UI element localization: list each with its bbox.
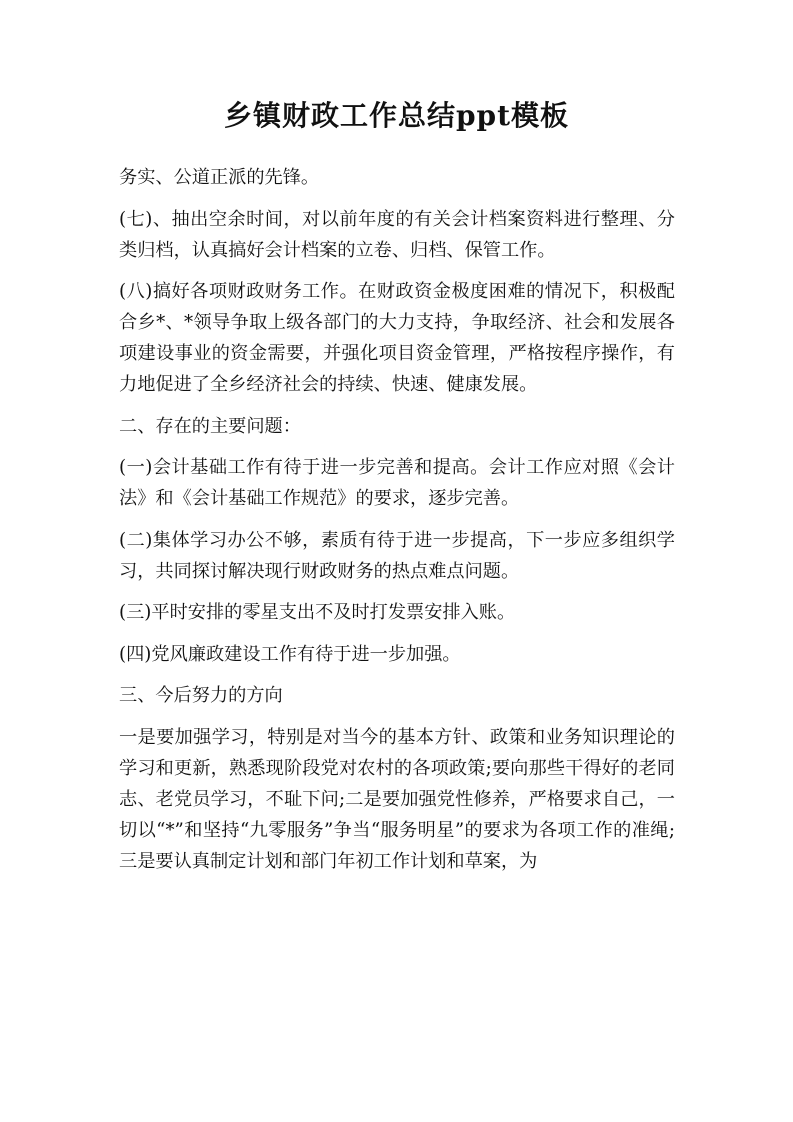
paragraph: (一)会计基础工作有待于进一步完善和提高。会计工作应对照《会计法》和《会计基础工作规范》的要求，逐步完善。	[119, 457, 675, 509]
paragraph: (七)、抽出空余时间，对以前年度的有关会计档案资料进行整理、分类归档，认真搞好会计档案的立卷、归档、保管工作。	[119, 208, 675, 261]
paragraph: (四)党风廉政建设工作有待于进一步加强。	[119, 643, 461, 665]
paragraph: (二)集体学习办公不够，素质有待于进一步提高，下一步应多组织学习，共同探讨解决现行财政财务的热点难点问题。	[119, 529, 675, 582]
section-heading: 二、存在的主要问题：	[119, 415, 301, 437]
document-title: 乡镇财政工作总结ppt模板	[223, 99, 570, 132]
paragraph: 务实、公道正派的先锋。	[119, 167, 320, 188]
document-body	[119, 162, 675, 887]
paragraph: (三)平时安排的零星支出不及时打发票安排入账。	[119, 602, 516, 623]
paragraph: 一是要加强学习，特别是对当今的基本方针、政策和业务知识理论的学习和更新，熟悉现阶段党对农村的各项政策;要向那些干得好的老同志、老党员学习，不耻下问;二是要加强党性修养，严格要求自己，一切以“*”和坚持“九零服务”争当“服务明星”的要求为各项工作的准绳;三是要认真制定计划和部门年初工作计划和草案，为	[119, 726, 675, 872]
paragraph: (八)搞好各项财政财务工作。在财政资金极度困难的情况下，积极配合乡*、*领导争取上级各部门的大力支持，争取经济、社会和发展各项建设事业的资金需要，并强化项目资金管理，严格按程序操作，有力地促进了全乡经济社会的持续、快速、健康发展。	[119, 281, 675, 395]
section-heading: 三、今后努力的方向	[119, 685, 283, 706]
